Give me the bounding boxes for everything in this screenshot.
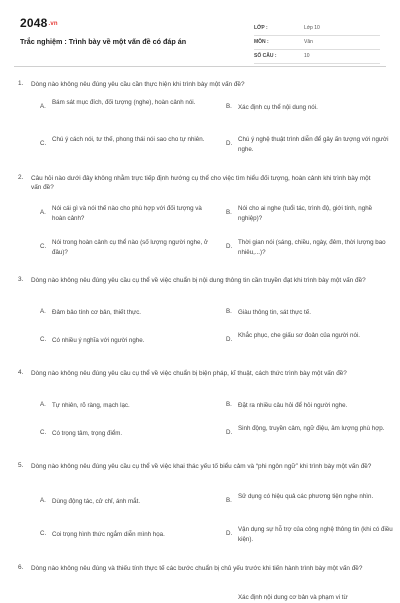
option-letter: D. — [226, 429, 233, 436]
question-text: Dòng nào không nêu đúng yêu cầu cụ thể về việc chuẩn bị biện pháp, kĩ thuật, cách thức trình bày một vấn đề? — [31, 370, 347, 377]
option-letter: D. — [226, 336, 233, 343]
exam-info-count — [254, 50, 380, 64]
option-letter: B. — [226, 103, 232, 110]
option-text: Đảm bảo tính cơ bản, thiết thực. — [52, 309, 142, 316]
option-text: Xác định nội dung cơ bản và phạm vi từ — [238, 594, 348, 601]
option-text: Thời gian nói (sáng, chiều, ngày, đêm, thời lượng bao nhiêu,...)? — [238, 239, 386, 256]
header — [20, 10, 380, 62]
logo-text: 2048 — [20, 16, 48, 30]
site-logo[interactable] — [20, 16, 58, 30]
option-text: Chú ý nghệ thuật trình diễn để gây ấn tượng với người nghe. — [238, 136, 389, 153]
option-text: Vận dụng sự hỗ trợ của công nghệ thông tin (khi có điều kiện). — [238, 526, 393, 543]
option-text: Giàu thông tin, sát thực tế. — [238, 309, 311, 316]
option-letter: C. — [40, 429, 47, 436]
meta-label: MÔN : — [254, 39, 269, 45]
option-text: Có trọng tâm, trọng điểm. — [52, 430, 123, 437]
option-text: Sinh động, truyền cảm, ngữ điệu, âm lượng phù hợp. — [238, 425, 385, 432]
exam-info — [254, 22, 380, 64]
option-letter: A. — [40, 308, 46, 315]
option-letter: A. — [40, 103, 46, 110]
option-text: Đặt ra nhiều câu hỏi để hỏi người nghe. — [238, 402, 348, 409]
meta-label: LỚP : — [254, 25, 268, 31]
header-divider — [14, 66, 386, 67]
page-title: Trắc nghiệm : Trình bày về một vấn đề có đáp án — [20, 37, 187, 46]
question-text: Câu hỏi nào dưới đây không nhằm trực tiếp định hướng cụ thể cho việc tìm hiểu đối tượng, hoàn cảnh khi trình bày một vấn đề? — [31, 175, 371, 191]
option-letter: B. — [226, 401, 232, 408]
option-letter: D. — [226, 140, 233, 147]
option-text: Nói cho ai nghe (tuổi tác, trình độ, giới tính, nghề nghiệp)? — [238, 205, 373, 222]
option-text: Dùng động tác, cử chỉ, ánh mắt. — [52, 498, 141, 505]
option-text: Nói trong hoàn cảnh cụ thể nào (số lượng người nghe, ở đâu)? — [52, 239, 208, 256]
option-letter: D. — [226, 530, 233, 537]
logo-suffix: .vn — [48, 21, 58, 27]
question-text: Dòng nào không nêu đúng và thiếu tính thực tế các bước chuẩn bị chủ yếu trước khi tiến hành trình bày một vấn đề? — [31, 565, 363, 572]
option-letter: C. — [40, 336, 47, 343]
question-text: Dòng nào không nêu đúng yêu cầu cụ thể về việc khai thác yếu tố biểu cảm và “phi ngôn ngữ” khi trình bày một vấn đề? — [31, 463, 372, 470]
question-text: Dòng nào không nêu đúng yêu cầu cụ thể về việc chuẩn bị nội dung thông tin cần truyền đạt khi trình bày một vấn đề? — [31, 277, 366, 284]
option-text: Coi trọng hình thức ngắm diễn mình họa. — [52, 531, 165, 538]
option-text: Xác định cụ thể nội dung nói. — [238, 104, 318, 111]
option-letter: C. — [40, 530, 47, 537]
option-letter: A. — [40, 497, 46, 504]
question-number: 1. — [18, 80, 24, 87]
question-number: 2. — [18, 174, 24, 181]
option-text: Chú ý cách nói, tư thế, phong thái nói sao cho tự nhiên. — [52, 136, 205, 143]
option-letter: A. — [40, 401, 46, 408]
meta-label: SỐ CÂU : — [254, 53, 277, 59]
option-text: Nói cái gì và nói thế nào cho phù hợp với đối tượng và hoàn cảnh? — [52, 205, 202, 222]
question-number: 4. — [18, 369, 24, 376]
question-number: 3. — [18, 276, 24, 283]
meta-value: 10 — [304, 53, 310, 59]
option-text: Bám sát mục đích, đối tượng (nghe), hoàn cảnh nói. — [52, 99, 196, 106]
question-number: 5. — [18, 462, 24, 469]
question-text: Dòng nào không nêu đúng yêu cầu cần thực hiện khi trình bày một vấn đề? — [31, 81, 245, 88]
option-text: Khắc phục, che giấu sơ đoản của người nói. — [238, 332, 360, 339]
option-letter: B. — [226, 308, 232, 315]
option-text: Sử dụng có hiệu quả các phương tiện nghe nhìn. — [238, 493, 374, 500]
option-letter: D. — [226, 243, 233, 250]
option-letter: C. — [40, 243, 47, 250]
option-text: Có nhiều ý nghĩa với người nghe. — [52, 337, 145, 344]
meta-value: Lớp 10 — [304, 25, 320, 31]
option-letter: A. — [40, 209, 46, 216]
exam-info-class — [254, 22, 380, 36]
question-number: 6. — [18, 564, 24, 571]
meta-value: Văn — [304, 39, 313, 45]
option-letter: C. — [40, 140, 47, 147]
option-letter: B. — [226, 209, 232, 216]
option-text: Tự nhiên, rõ ràng, mạch lạc. — [52, 402, 130, 409]
exam-info-subject — [254, 36, 380, 50]
option-letter: B. — [226, 497, 232, 504]
